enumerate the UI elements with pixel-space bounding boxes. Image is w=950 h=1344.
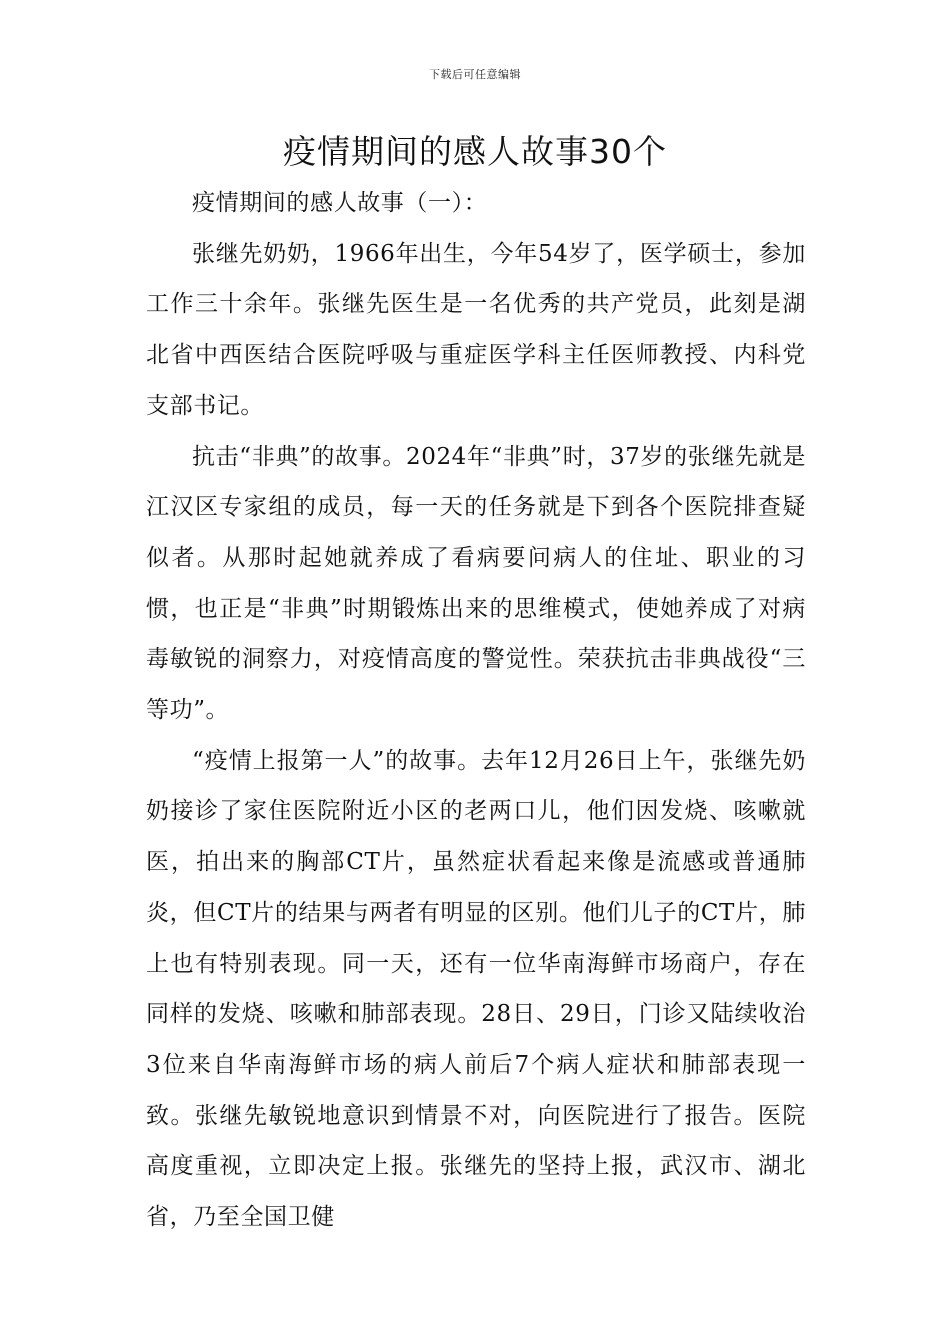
header-note: 下载后可任意编辑 [429, 68, 521, 81]
document-title: 疫情期间的感人故事30个 [283, 132, 667, 171]
document-body [146, 178, 806, 1243]
paragraph: 张继先奶奶，1966年出生，今年54岁了，医学硕士，参加工作三十余年。张继先医生是一名优秀的共产党员，此刻是湖北省中西医结合医院呼吸与重症医学科主任医师教授、内科党支部书记。 [146, 240, 806, 419]
paragraph: 抗击“非典”的故事。2024年“非典”时，37岁的张继先就是江汉区专家组的成员，每一天的任务就是下到各个医院排查疑似者。从那时起她就养成了看病要问病人的住址、职业的习惯，也正是“非典”时期锻炼出来的思维模式，使她养成了对病毒敏锐的洞察力，对疫情高度的警觉性。荣获抗击非典战役“三等功”。 [146, 443, 806, 724]
paragraph: “疫情上报第一人”的故事。去年12月26日上午，张继先奶奶接诊了家住医院附近小区的老两口儿，他们因发烧、咳嗽就医，拍出来的胸部CT片，虽然症状看起来像是流感或普通肺炎，但CT片的结果与两者有明显的区别。他们儿子的CT片，肺上也有特别表现。同一天，还有一位华南海鲜市场商户，存在同样的发烧、咳嗽和肺部表现。28日、29日，门诊又陆续收治3位来自华南海鲜市场的病人前后7个病人症状和肺部表现一致。张继先敏锐地意识到情景不对，向医院进行了报告。医院高度重视，立即决定上报。张继先的坚持上报，武汉市、湖北省，乃至全国卫健 [146, 747, 806, 1231]
paragraph-section-heading: 疫情期间的感人故事（一）： [192, 190, 488, 216]
